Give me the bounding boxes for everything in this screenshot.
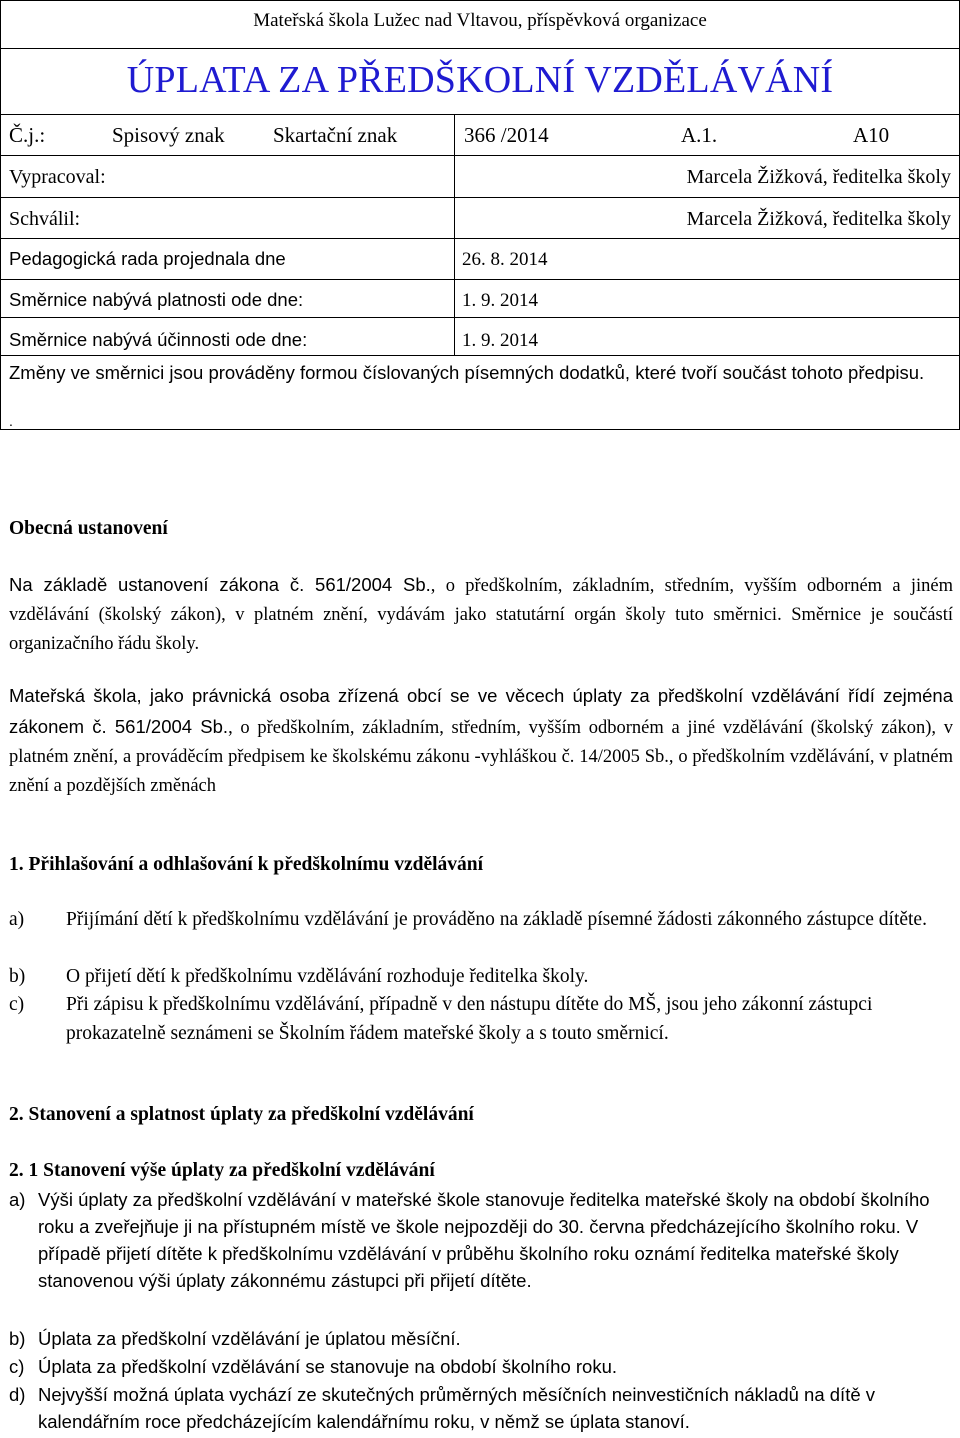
list-item-text: Úplata za předškolní vzdělávání se stanovuje na období školního roku. (38, 1356, 618, 1377)
list-item-text: Při zápisu k předškolnímu vzdělávání, případně v den nástupu dítěte do MŠ, jsou jeho zákonní zástupci prokazatelně seznámeni se Školním řádem mateřské školy a s touto směrnicí. (66, 994, 873, 1044)
list-item-text: Přijímání dětí k předškolnímu vzdělávání je prováděno na základě písemné žádosti zákonného zástupce dítěte. (66, 909, 927, 930)
document-header-table (0, 0, 960, 430)
list-marker: b) (9, 966, 26, 987)
para1-rest: , o předškolním, základním, středním, vyšším odborném a jiném vzdělávání (školský zákon), v platném znění, vydávám jako statutární orgán školy tuto směrnici. Směrnice je součástí organizačního řádu školy. (9, 576, 953, 654)
cj-label: Č.j.: (9, 123, 46, 147)
header-divider (1, 279, 959, 280)
platnost-date: 1. 9. 2014 (462, 290, 538, 311)
list-marker: a) (9, 909, 25, 930)
schvalil-label: Schválil: (9, 208, 81, 230)
general-paragraph-2 (9, 681, 953, 801)
list-item-text: Výši úplaty za předškolní vzdělávání v mateřské škole stanovuje ředitelka mateřské školy na období školního roku a zveřejňuje ji na přístupném místě ve škole nejpozději do 30. června předcházejícího školního roku. V případě přijetí dítěte k předškolnímu vzdělávání v průběhu školního roku oznámí ředitelka mateřské školy stanovenou výši úplaty zákonnému zástupci při přijetí dítěte. (38, 1189, 930, 1291)
list-marker: c) (9, 994, 25, 1015)
list-item-text: O přijetí dětí k předškolnímu vzdělávání rozhoduje ředitelka školy. (66, 966, 589, 987)
header-divider (1, 355, 959, 356)
list-item-text: Nejvyšší možná úplata vychází ze skutečných průměrných měsíčních neinvestičních nákladů na dítě v kalendářním roce předcházejícím kalendářnímu roku, v němž se úplata stanoví. (38, 1384, 876, 1432)
list-marker: c) (9, 1356, 25, 1377)
header-divider (1, 197, 959, 198)
section-1-heading: 1. Přihlašování a odhlašování k předškolnímu vzdělávání (9, 854, 484, 875)
section-2-heading: 2. Stanovení a splatnost úplaty za předškolní vzdělávání (9, 1104, 474, 1125)
pedagogicka-rada-date: 26. 8. 2014 (462, 249, 548, 270)
spisovy-znak-value: A.1. (681, 123, 718, 147)
ucinnost-label: Směrnice nabývá účinnosti ode dne: (9, 329, 308, 350)
skartacni-znak-label: Skartační znak (273, 123, 398, 147)
list-marker: b) (9, 1328, 26, 1349)
header-divider (1, 317, 959, 318)
trailing-dot: . (9, 413, 13, 429)
ucinnost-date: 1. 9. 2014 (462, 330, 538, 351)
list-marker: a) (9, 1189, 26, 1210)
school-name: Mateřská škola Lužec nad Vltavou, příspěvková organizace (253, 10, 707, 31)
header-column-divider (454, 114, 455, 355)
header-divider (1, 238, 959, 239)
vypracoval-value: Marcela Žižková, ředitelka školy (686, 166, 951, 188)
list-marker: d) (9, 1384, 26, 1405)
document-title: ÚPLATA ZA PŘEDŠKOLNÍ VZDĚLÁVÁNÍ (126, 59, 834, 101)
para2-end: , o předškolním vzdělávání, v platném znění a pozdějších změnách (9, 747, 953, 796)
header-divider (1, 48, 959, 49)
general-provisions-heading: Obecná ustanovení (9, 518, 168, 539)
changes-note: Změny ve směrnici jsou prováděny formou číslovaných písemných dodatků, které tvoří součást tohoto předpisu. (9, 362, 925, 383)
platnost-label: Směrnice nabývá platnosti ode dne: (9, 289, 304, 310)
vypracoval-label: Vypracoval: (9, 166, 106, 188)
para2-lead: Mateřská škola, jako právnická osoba zřízená obcí se ve věcech úplaty za předškolní vzdělávání řídí zejména zákonem č. 561/2004 Sb. (9, 685, 953, 737)
skartacni-znak-value: A10 (853, 123, 890, 147)
pedagogicka-rada-label: Pedagogická rada projednala dne (9, 248, 286, 269)
section-2-1-heading: 2. 1 Stanovení výše úplaty za předškolní vzdělávání (9, 1160, 435, 1181)
spisovy-znak-label: Spisový znak (112, 123, 225, 147)
header-divider (1, 155, 959, 156)
para2-middle: , o předškolním, základním, středním, vyšším odborném a jiné vzdělávání (školský zákon), v platném znění, a prováděcím předpisem ke školskému zákonu -vyhláškou č. 14/2005 Sb. (9, 718, 953, 767)
list-item-text: Úplata za předškolní vzdělávání je úplatou měsíční. (38, 1328, 461, 1349)
schvalil-value: Marcela Žižková, ředitelka školy (686, 208, 951, 230)
general-paragraph-1 (9, 570, 953, 659)
para1-lead: Na základě ustanovení zákona č. 561/2004 Sb. (9, 574, 431, 595)
cj-number: 366 /2014 (464, 123, 549, 147)
header-divider (1, 114, 959, 115)
